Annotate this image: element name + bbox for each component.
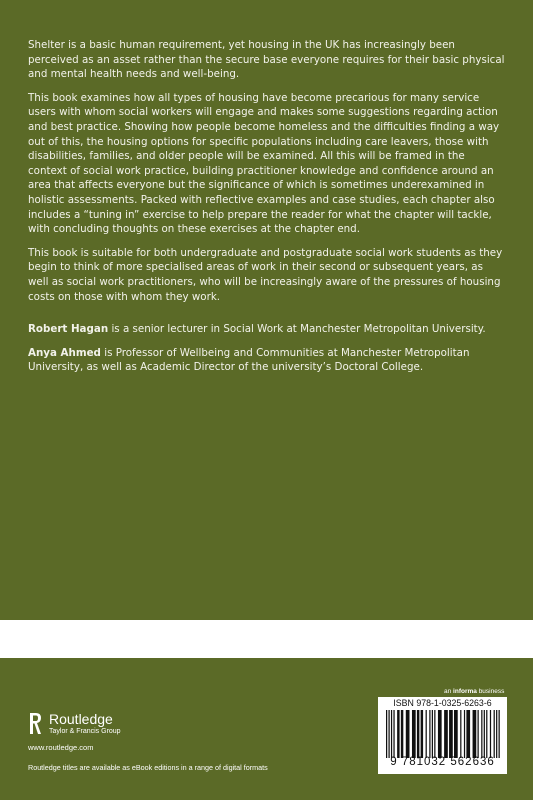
informa-suffix: business	[476, 688, 505, 695]
informa-tagline	[444, 688, 504, 695]
barcode-bars	[386, 710, 501, 758]
barcode-digits: 9 781032 562636	[390, 756, 495, 768]
barcode-bar	[494, 710, 495, 758]
barcode-bar	[386, 710, 387, 758]
barcode-bar	[481, 710, 482, 758]
barcode-bar	[478, 710, 479, 758]
blurb-paragraph-2: This book examines how all types of housing have become precarious for many service users with whom social workers will engage and makes some suggestions regarding action and best practice. Showing how people become homeless and the difficulties finding a way out of this, the housing options for specific populations including care leavers, those with disabilities, families, and older people will be examined. All this will be framed in the context of social work practice, building practitioner knowledge and confidence around an area that affects everyone but the significance of which is sometimes underexamined in holistic assessments. Packed with reflective examples and case studies, each chapter also includes a “tuning in” exercise to help prepare the reader for what the chapter will tackle, with concluding thoughts on these exercises at the chapter end.	[28, 91, 500, 236]
routledge-r-icon	[28, 711, 43, 736]
barcode-box	[378, 697, 507, 774]
barcode-bar	[417, 710, 419, 758]
barcode-bar	[490, 710, 491, 758]
blurb-text	[28, 38, 506, 384]
barcode-bar	[464, 710, 465, 758]
barcode-bar	[388, 710, 389, 758]
publisher-website[interactable]: www.routledge.com	[28, 743, 94, 752]
barcode-bar	[391, 710, 392, 758]
blurb-paragraph-3: This book is suitable for both undergraduate and postgraduate social work students as they begin to think of more specialised areas of work in their second or subsequent years, as well as social work practitioners, who will be increasingly aware of the pressures of housing costs on those with whom they work.	[28, 246, 503, 303]
barcode-bar	[393, 710, 394, 758]
ebook-note: Routledge titles are available as eBook editions in a range of digital formats	[28, 763, 268, 772]
blurb-paragraph-1: Shelter is a basic human requirement, yet housing in the UK has increasingly been perceived as an asset rather than the secure base everyone requires for their basic physical and mental health needs and well-being.	[28, 39, 505, 81]
barcode-bar	[412, 710, 416, 758]
author-description: is a senior lecturer in Social Work at Manchester Metropolitan University.	[108, 323, 486, 336]
author-bio-2	[28, 346, 506, 375]
barcode-bar	[460, 710, 461, 758]
barcode-bar	[421, 710, 423, 758]
publisher-name: Routledge	[49, 710, 113, 727]
barcode-bar	[397, 710, 399, 758]
barcode-bar	[499, 710, 500, 758]
barcode-bar	[434, 710, 435, 758]
barcode-bar	[429, 710, 430, 758]
white-stripe	[0, 620, 533, 658]
barcode-bar	[432, 710, 433, 758]
barcode-bar	[449, 710, 453, 758]
author-name: Anya Ahmed	[28, 346, 101, 359]
author-bio-1	[28, 322, 506, 337]
informa-brand: informa	[453, 688, 477, 695]
barcode-bar	[473, 710, 477, 758]
barcode-bar	[454, 710, 458, 758]
barcode-bar	[444, 710, 448, 758]
barcode-bar	[496, 710, 497, 758]
barcode-bar	[438, 710, 442, 758]
barcode-bar	[486, 710, 487, 758]
informa-prefix: an	[444, 688, 454, 695]
barcode-bar	[484, 710, 485, 758]
barcode-bar	[406, 710, 410, 758]
routledge-logo	[28, 711, 121, 736]
barcode-bar	[401, 710, 403, 758]
barcode-bar	[426, 710, 427, 758]
author-name: Robert Hagan	[28, 323, 109, 336]
author-description: is Professor of Wellbeing and Communities at Manchester Metropolitan University, as well as Academic Director of the university’s Doctoral College.	[28, 346, 470, 374]
publisher-group: Taylor & Francis Group	[49, 727, 121, 735]
isbn-label: ISBN 978-1-0325-6263-6	[393, 698, 492, 708]
barcode-bar	[466, 710, 470, 758]
